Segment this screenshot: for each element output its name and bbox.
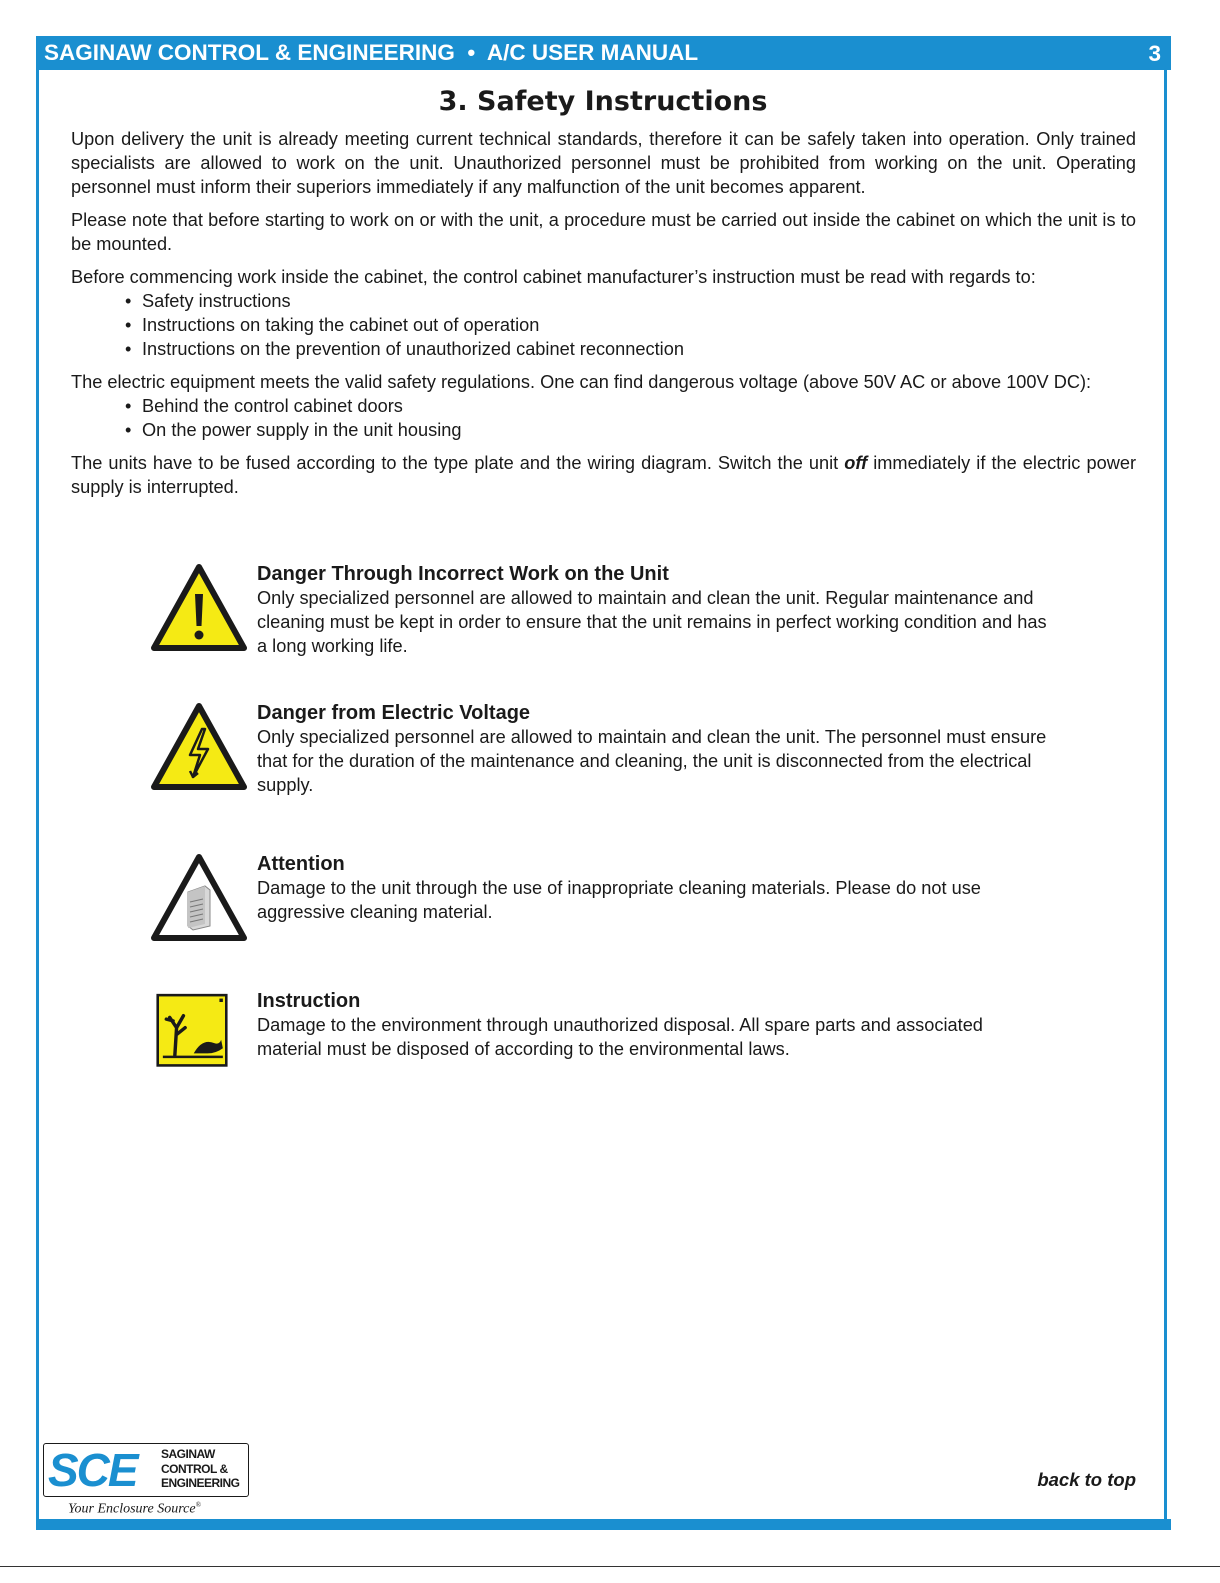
- paragraph-text: The units have to be fused according to the type plate and the wiring diagram. Switch the unit: [71, 453, 845, 473]
- warning-text: Damage to the unit through the use of inappropriate cleaning materials. Please do not use aggressive cleaning material.: [257, 878, 981, 922]
- warning-text: Only specialized personnel are allowed to maintain and clean the unit. Regular maintenance and cleaning must be kept in order to ensure that the unit remains in perfect working condition and has a long working life.: [257, 588, 1047, 656]
- bullet-list: [71, 289, 1136, 361]
- paragraph-text: immediately if the electric power supply is interrupted.: [71, 453, 1136, 497]
- list-item: • Instructions on taking the cabinet out of operation: [125, 313, 1136, 337]
- paragraph: [71, 451, 1136, 499]
- logo-line: SAGINAW: [161, 1447, 215, 1461]
- bullet-list: [71, 394, 1136, 442]
- emphasis-off: off: [844, 453, 868, 473]
- company-logo: SCE SAGINAW CONTROL & ENGINEERING Your Enclosure Source®: [43, 1443, 251, 1525]
- header-title: SAGINAW CONTROL & ENGINEERING • A/C USER MANUAL: [44, 40, 699, 65]
- warning-title: Danger from Electric Voltage: [257, 702, 531, 724]
- logo-line: CONTROL &: [161, 1461, 228, 1476]
- warning-text: Only specialized personnel are allowed to maintain and clean the unit. The personnel must ensure that for the duration of the maintenance and cleaning, the unit is disconnected from the electrical supply.: [257, 727, 1047, 795]
- list-item: • Behind the control cabinet doors: [125, 394, 1136, 418]
- logo-tagline: Your Enclosure Source: [68, 1501, 196, 1517]
- environmental-hazard-icon: [156, 989, 240, 1075]
- body-text: [71, 127, 1136, 508]
- list-item: • Safety instructions: [125, 289, 1136, 313]
- paragraph: Upon delivery the unit is already meeting current technical standards, therefore it can be safely taken into operation. Only trained specialists are allowed to work on the unit. Unauthorized personnel must be prohibited from working on the unit. Operating personnel must inform their superiors immediately if any malfunction of the unit becomes apparent.: [71, 129, 1136, 197]
- logo-line: ENGINEERING: [161, 1476, 240, 1490]
- list-item: • On the power supply in the unit housing: [125, 418, 1136, 442]
- page-number: 3: [1148, 41, 1161, 66]
- warning-title: Instruction: [257, 990, 361, 1012]
- warning-title: Danger Through Incorrect Work on the Unit: [257, 563, 669, 585]
- attention-unit-warning-icon: [150, 852, 248, 942]
- paragraph: Before commencing work inside the cabinet, the control cabinet manufacturer’s instruction must be read with regards to:: [71, 267, 1036, 287]
- logo-letters: SCE: [48, 1444, 137, 1496]
- paragraph: Please note that before starting to work on or with the unit, a procedure must be carried out inside the cabinet on which the unit is to be mounted.: [71, 210, 1136, 254]
- electric-voltage-warning-icon: [150, 701, 248, 791]
- page-divider: [0, 1566, 1220, 1567]
- back-to-top-link[interactable]: back to top: [1037, 1469, 1136, 1490]
- paragraph: The electric equipment meets the valid safety regulations. One can find dangerous voltage (above 50V AC or above 100V DC):: [71, 372, 1092, 392]
- warning-text: Damage to the environment through unauthorized disposal. All spare parts and associated material must be disposed of according to the environmental laws.: [257, 1015, 983, 1059]
- section-title: 3. Safety Instructions: [438, 86, 768, 117]
- footer-bar: [36, 1519, 1171, 1530]
- exclamation-warning-icon: [150, 562, 248, 652]
- header-bar: [36, 36, 1171, 70]
- list-item: • Instructions on the prevention of unauthorized cabinet reconnection: [125, 337, 1136, 361]
- warning-title: Attention: [257, 853, 345, 875]
